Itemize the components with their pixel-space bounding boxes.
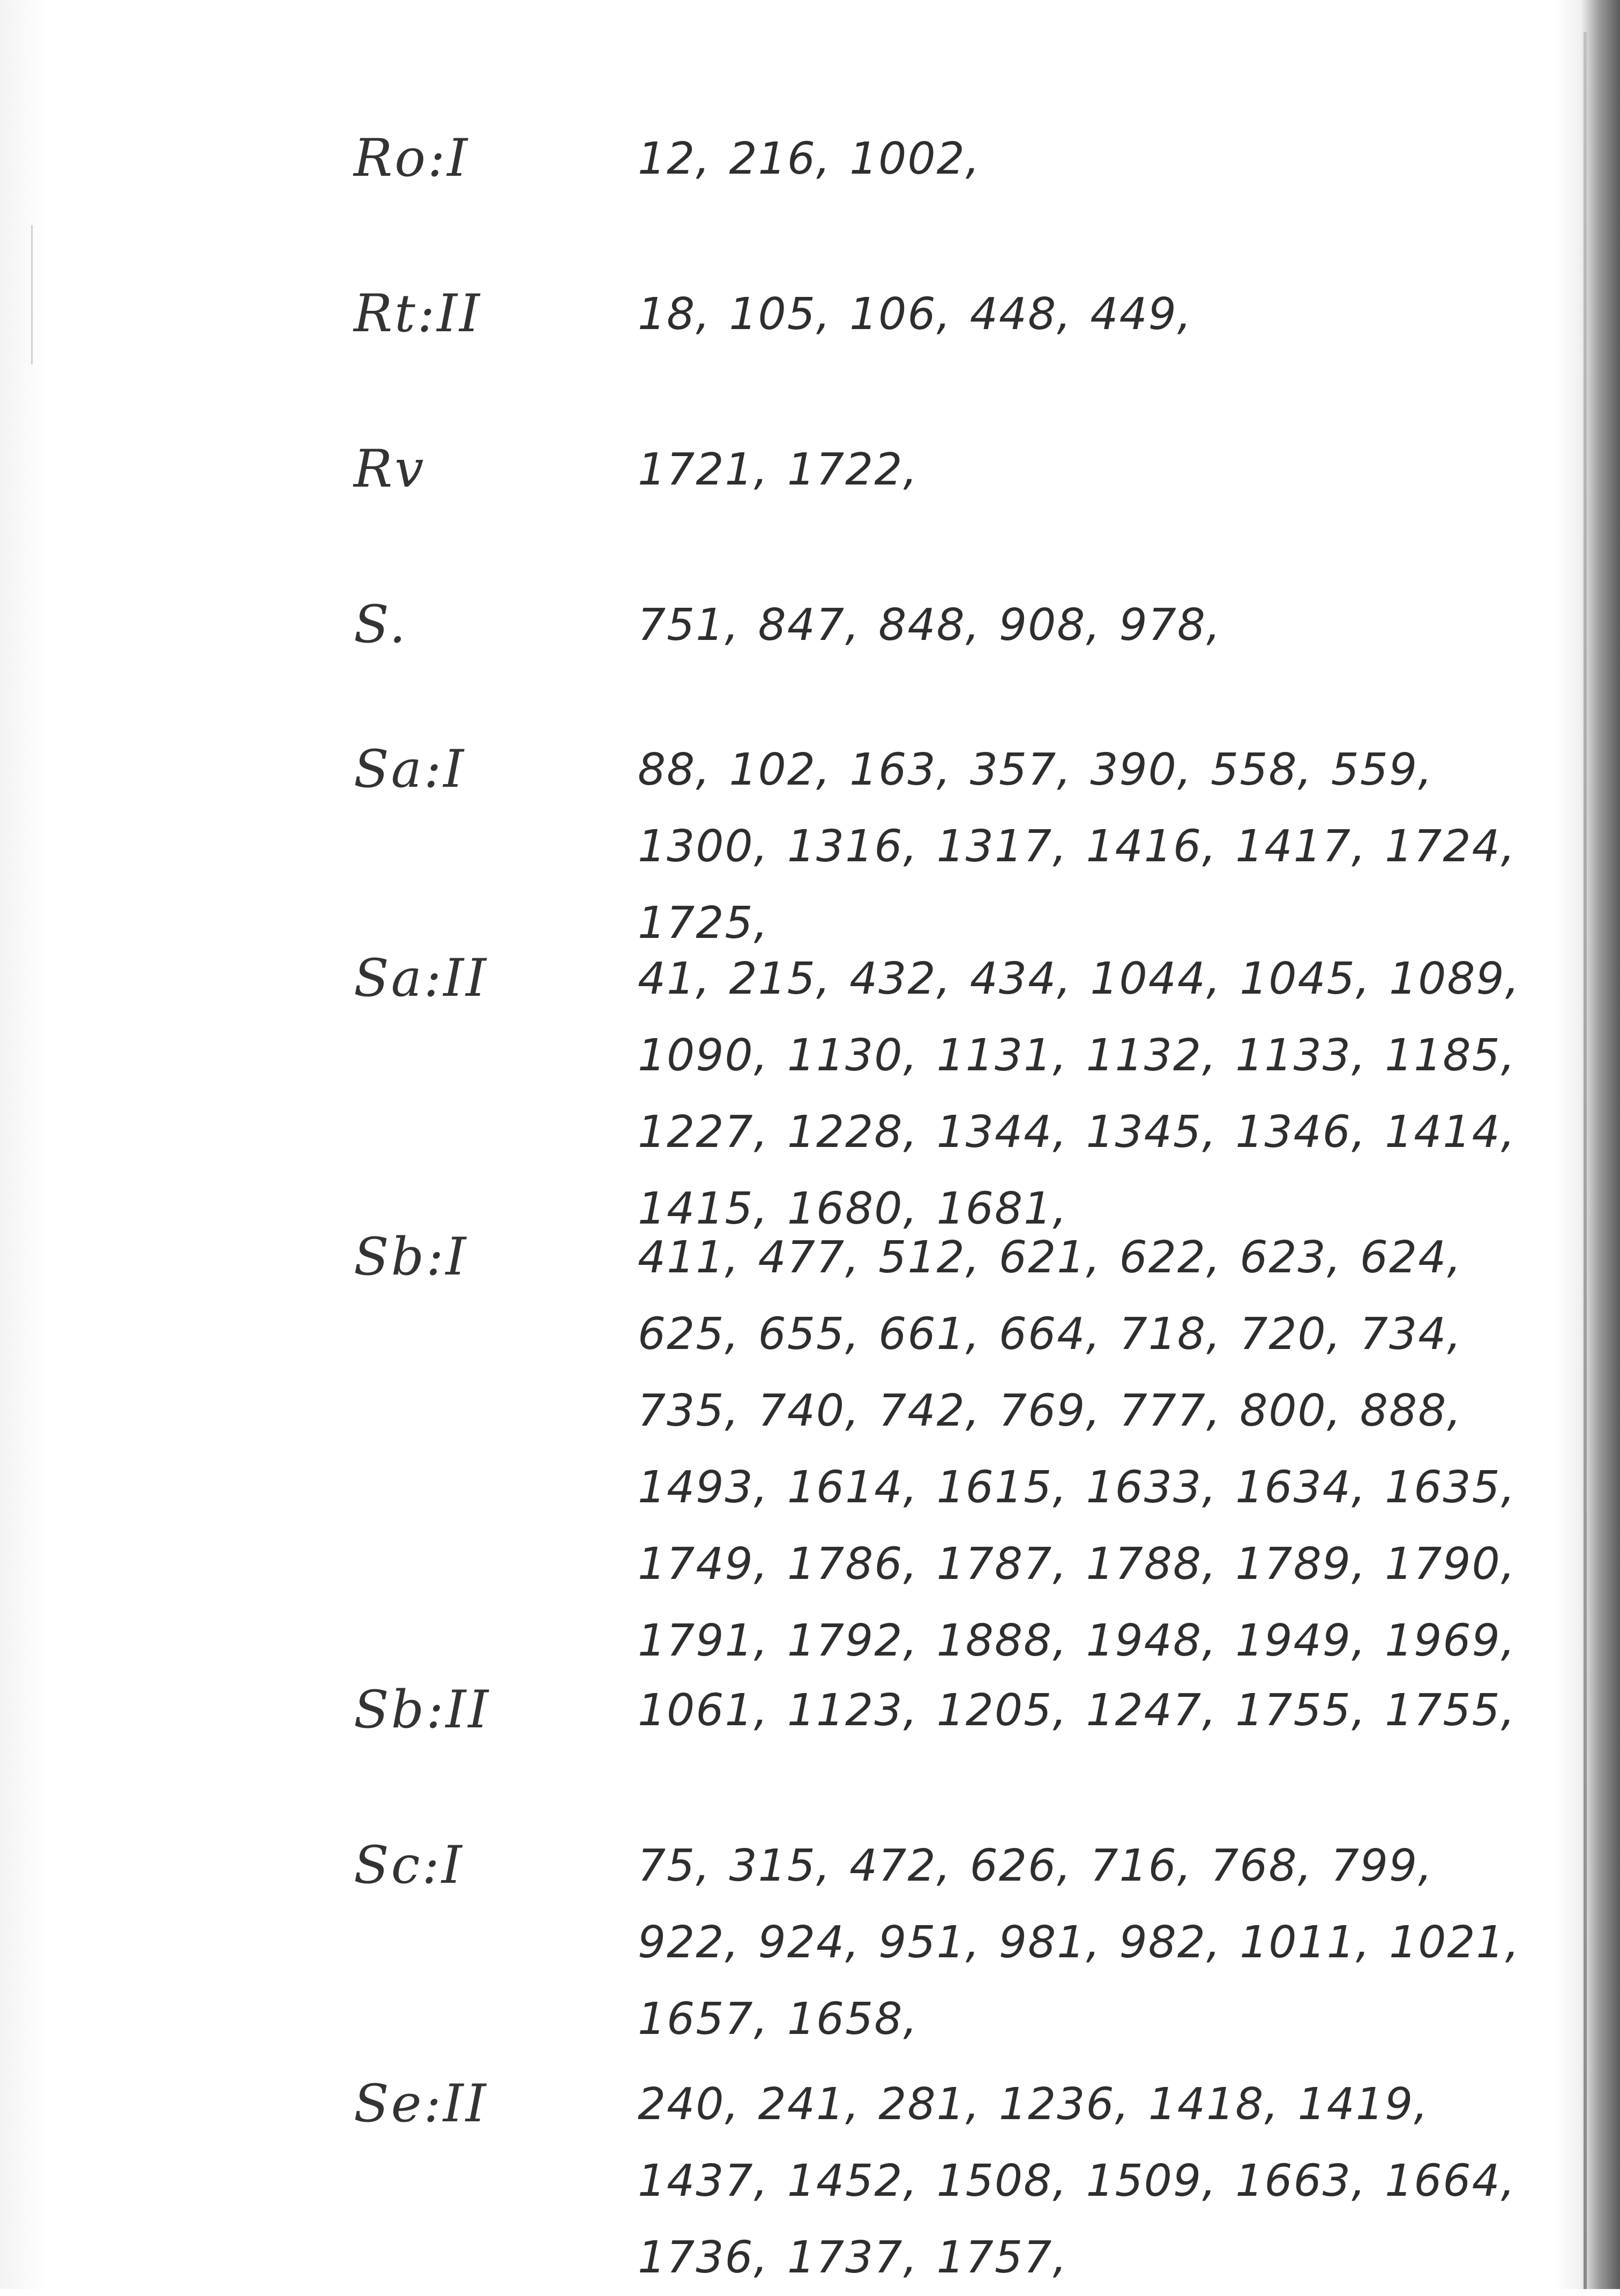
entry-numbers: 1061, 1123, 1205, 1247, 1755, 1755, <box>638 1685 1516 1736</box>
entry-numbers: 12, 216, 1002, <box>638 133 981 184</box>
entry-abbreviation: Sa:II <box>354 948 489 1008</box>
entry-numbers: 411, 477, 512, 621, 622, 623, 624, 625, 655, 661, 664, 718, 720, 734, 735, 740, 742, 769, 777, 800, 888, 1493, 1614, 1615, 1633, 1634, 1635, 1749, 1786, 1787, 1788, 1789, 1790, 1791, 1792, 1888, 1948, 1949, 1969, <box>638 1232 1516 1666</box>
entry-abbreviation: Ro:I <box>354 128 470 188</box>
entry-numbers: 1721, 1722, <box>638 444 919 495</box>
entry-abbreviation: Sa:I <box>354 739 466 799</box>
entry-numbers: 18, 105, 106, 448, 449, <box>638 289 1192 340</box>
entry-abbreviation: S. <box>354 594 408 654</box>
entry-abbreviation: Sb:II <box>354 1680 491 1740</box>
entry-abbreviation: Sb:I <box>354 1227 468 1287</box>
book-spine-shadow <box>1584 32 1587 2289</box>
entry-numbers: 88, 102, 163, 357, 390, 558, 559, 1300, 1316, 1317, 1416, 1417, 1724, 1725, <box>638 744 1516 949</box>
entry-abbreviation: Se:II <box>354 2074 488 2134</box>
page-edge-mark <box>31 225 33 364</box>
entry-abbreviation: Rv <box>354 439 426 499</box>
entry-abbreviation: Sc:I <box>354 1835 464 1895</box>
entry-numbers: 240, 241, 281, 1236, 1418, 1419, 1437, 1452, 1508, 1509, 1663, 1664, 1736, 1737, 1757, <box>638 2079 1516 2283</box>
entry-abbreviation: Rt:II <box>354 284 482 344</box>
entry-numbers: 751, 847, 848, 908, 978, <box>638 600 1222 651</box>
entry-numbers: 75, 315, 472, 626, 716, 768, 799, 922, 924, 951, 981, 982, 1011, 1021, 1657, 1658, <box>638 1840 1520 2045</box>
entry-numbers: 41, 215, 432, 434, 1044, 1045, 1089, 1090, 1130, 1131, 1132, 1133, 1185, 1227, 1228, 1344, 1345, 1346, 1414, 1415, 1680, 1681, <box>638 953 1520 1234</box>
